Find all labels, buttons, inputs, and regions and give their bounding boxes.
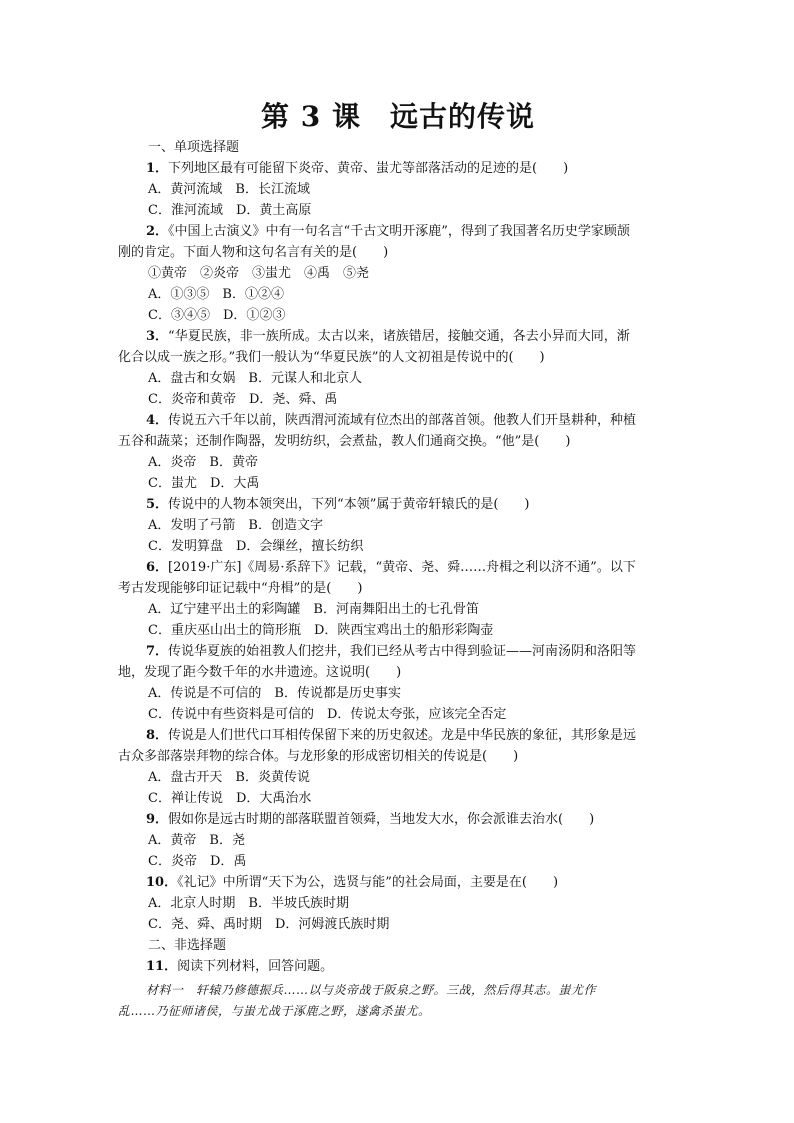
question-text: 传说是人们世代口耳相传保留下来的历史叙述。龙是中华民族的象征，其形象是远 — [168, 728, 637, 743]
question-number: 11． — [146, 959, 178, 974]
question-text: 《中国上古演义》中有一句名言“千古文明开涿鹿”，得到了我国著名历史学家顾颉 — [168, 224, 630, 239]
question-number: 10． — [146, 875, 178, 890]
option-line: A．辽宁建平出土的彩陶罐 B．河南舞阳出土的七孔骨笛 — [148, 602, 479, 617]
question-text: 阅读下列材料，回答问题。 — [177, 959, 334, 974]
question-7 — [146, 642, 636, 662]
question-8 — [146, 726, 636, 746]
option-line: A．传说是不可信的 B．传说都是历史事实 — [148, 686, 401, 701]
question-10 — [146, 873, 558, 893]
question-5 — [146, 495, 529, 515]
option-line: A．黄河流域 B．长江流域 — [148, 182, 310, 197]
question-3 — [146, 327, 630, 347]
question-text: 下列地区最有可能留下炎帝、黄帝、蚩尤等部落活动的足迹的是( ) — [168, 161, 569, 176]
question-9 — [146, 810, 594, 830]
question-1 — [146, 159, 568, 179]
question-number: 2． — [146, 224, 169, 239]
option-line: A．发明了弓箭 B．创造文字 — [148, 518, 323, 533]
question-text-continued: 五谷和蔬菜；还制作陶器，发明纺织，会煮盐，教人们通商交换。“他”是( ) — [118, 434, 571, 449]
question-text: 传说中的人物本领突出，下列“本领”属于黄帝轩辕氏的是( ) — [168, 497, 530, 512]
question-number: 7． — [146, 644, 169, 659]
question-number: 9． — [146, 812, 169, 827]
question-number: 1． — [146, 161, 169, 176]
question-4 — [146, 411, 636, 431]
question-text-continued: 化合以成一族之形。”我们一般认为“华夏民族”的人文初祖是传说中的( ) — [118, 350, 545, 365]
page-title: 第 3 课 远古的传说 — [261, 100, 535, 133]
material-1-text: 材料一 轩辕乃修德振兵……以与炎帝战于阪泉之野。三战，然后得其志。蚩尤作 — [146, 983, 597, 997]
question-6 — [146, 558, 636, 578]
question-number: 3． — [146, 329, 169, 344]
option-line: C．③④⑤ D．①②③ — [148, 308, 286, 323]
question-text: [2019·广东]《周易·系辞下》记载，“黄帝、尧、舜……舟楫之利以济不通”。以下 — [168, 560, 636, 575]
question-number: 6． — [146, 560, 169, 575]
question-text: 《礼记》中所谓“天下为公，选贤与能”的社会局面，主要是在( ) — [177, 875, 559, 890]
section-heading-non-choice: 二、非选择题 — [148, 938, 227, 953]
question-text-continued: 地，发现了距今数千年的水井遗迹。这说明( ) — [118, 665, 402, 680]
question-text-continued: 古众多部落崇拜物的综合体。与龙形象的形成密切相关的传说是( ) — [118, 749, 519, 764]
option-line: C．炎帝 D．禹 — [148, 854, 247, 869]
option-line: C．传说中有些资料是可信的 D．传说太夸张，应该完全否定 — [148, 707, 507, 722]
option-line: C．重庆巫山出土的筒形瓶 D．陕西宝鸡出土的船形彩陶壶 — [148, 623, 494, 638]
option-line: C．尧、舜、禹时期 D．河姆渡氏族时期 — [148, 917, 390, 932]
option-line: C．发明算盘 D．会缫丝，擅长纺织 — [148, 539, 364, 554]
option-line: C．禅让传说 D．大禹治水 — [148, 791, 312, 806]
option-line: C．蚩尤 D．大禹 — [148, 476, 260, 491]
option-line: A．北京人时期 B．半坡氏族时期 — [148, 896, 349, 911]
question-text-continued: 刚的肯定。下面人物和这句名言有关的是( ) — [118, 245, 389, 260]
option-line: C．淮河流域 D．黄土高原 — [148, 203, 312, 218]
option-line: A．炎帝 B．黄帝 — [148, 455, 258, 470]
option-line: A．盘古开天 B．炎黄传说 — [148, 770, 310, 785]
option-line: ①黄帝 ②炎帝 ③蚩尤 ④禹 ⑤尧 — [148, 266, 370, 281]
question-text: 假如你是远古时期的部落联盟首领舜，当地发大水，你会派谁去治水( ) — [168, 812, 595, 827]
option-line: A．黄帝 B．尧 — [148, 833, 245, 848]
option-line: C．炎帝和黄帝 D．尧、舜、禹 — [148, 392, 338, 407]
option-line: A．①③⑤ B．①②④ — [148, 287, 284, 302]
material-1-text-continued: 乱……乃征师诸侯，与蚩尤战于涿鹿之野，遂禽杀蚩尤。 — [118, 1004, 431, 1018]
question-number: 5． — [146, 497, 169, 512]
question-2 — [146, 222, 630, 242]
question-text: 传说华夏族的始祖教人们挖井，我们已经从考古中得到验证——河南汤阴和洛阳等 — [168, 644, 637, 659]
question-text: “华夏民族，非一族所成。太古以来，诸族错居，接触交通，各去小异而大同，渐 — [168, 329, 630, 344]
question-11 — [146, 957, 333, 977]
question-text: 传说五六千年以前，陕西渭河流域有位杰出的部落首领。他教人们开垦耕种，种植 — [168, 413, 637, 428]
section-heading-choice: 一、单项选择题 — [148, 140, 240, 155]
question-number: 4． — [146, 413, 169, 428]
question-number: 8． — [146, 728, 169, 743]
option-line: A．盘古和女娲 B．元谋人和北京人 — [148, 371, 362, 386]
question-text-continued: 考古发现能够印证记载中“舟楫”的是( ) — [118, 581, 363, 596]
